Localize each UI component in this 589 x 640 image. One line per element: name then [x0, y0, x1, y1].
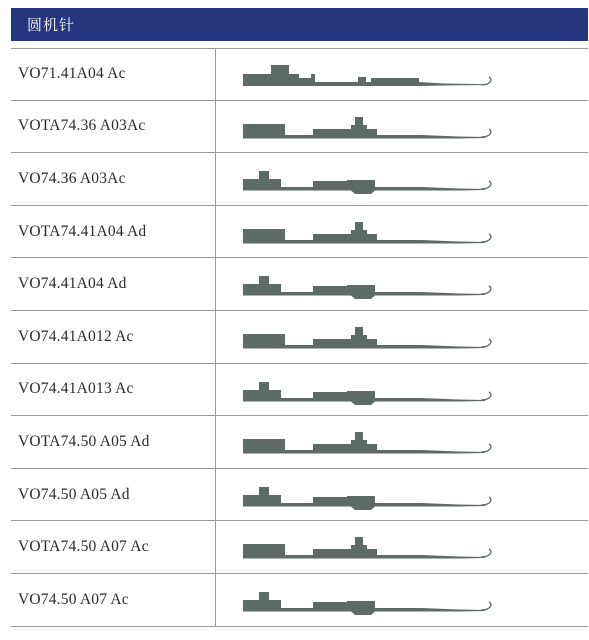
needle-code: VO74.50 A07 Ac	[18, 590, 129, 608]
column-divider	[215, 364, 216, 416]
needle-hook	[481, 602, 491, 610]
column-divider	[215, 101, 216, 153]
column-divider	[215, 258, 216, 310]
needle-silhouette	[243, 222, 485, 244]
needle-hook	[481, 77, 491, 85]
needle-profile-icon	[229, 57, 497, 93]
needle-silhouette	[243, 592, 485, 615]
table-row	[11, 48, 588, 101]
needle-profile-icon	[229, 372, 497, 408]
needle-profile-icon	[229, 109, 497, 145]
table-row	[11, 364, 588, 417]
needle-profile-icon	[229, 477, 497, 513]
needle-profile-icon	[229, 266, 497, 302]
column-divider	[215, 311, 216, 363]
needle-code: VO71.41A04 Ac	[18, 65, 126, 83]
needle-code: VOTA74.41A04 Ad	[18, 222, 147, 240]
needle-hook	[481, 286, 491, 294]
needle-silhouette	[243, 432, 485, 454]
column-divider	[215, 49, 216, 100]
needle-catalog-table	[11, 48, 588, 627]
needle-hook	[481, 549, 491, 557]
table-row	[11, 153, 588, 206]
needle-profile-icon	[229, 424, 497, 460]
needle-profile-icon	[229, 319, 497, 355]
needle-profile-icon	[229, 161, 497, 197]
column-divider	[215, 206, 216, 258]
needle-hook	[481, 497, 491, 505]
needle-code: VOTA74.36 A03Ac	[18, 117, 146, 135]
needle-code: VO74.36 A03Ac	[18, 169, 126, 187]
needle-silhouette	[243, 487, 485, 510]
needle-silhouette	[243, 537, 485, 559]
needle-profile-icon	[229, 529, 497, 565]
needle-hook	[481, 339, 491, 347]
table-row	[11, 101, 588, 154]
footer-note	[11, 630, 588, 640]
column-divider	[215, 521, 216, 573]
column-divider	[215, 153, 216, 205]
section-title: 圆机针	[27, 16, 76, 34]
needle-silhouette	[243, 117, 485, 139]
column-divider	[215, 574, 216, 626]
needle-silhouette	[243, 327, 485, 349]
needle-code: VO74.50 A05 Ad	[18, 485, 130, 503]
needle-profile-icon	[229, 582, 497, 618]
table-row	[11, 258, 588, 311]
needle-hook	[481, 181, 491, 189]
table-row	[11, 521, 588, 574]
needle-hook	[481, 234, 491, 242]
column-divider	[215, 416, 216, 468]
table-row	[11, 311, 588, 364]
needle-silhouette	[243, 382, 485, 405]
needle-profile-icon	[229, 214, 497, 250]
needle-silhouette	[243, 276, 485, 299]
needle-hook	[481, 444, 491, 452]
needle-code: VO74.41A013 Ac	[18, 380, 134, 398]
needle-silhouette	[243, 171, 485, 194]
table-row	[11, 574, 588, 627]
needle-code: VO74.41A04 Ad	[18, 275, 127, 293]
needle-hook	[481, 129, 491, 137]
table-row	[11, 416, 588, 469]
needle-code: VOTA74.50 A05 Ad	[18, 432, 150, 450]
section-header	[11, 8, 588, 41]
table-row	[11, 206, 588, 259]
needle-silhouette	[243, 65, 484, 86]
needle-code: VO74.41A012 Ac	[18, 327, 134, 345]
needle-hook	[481, 392, 491, 400]
table-row	[11, 469, 588, 522]
column-divider	[215, 469, 216, 521]
needle-code: VOTA74.50 A07 Ac	[18, 538, 149, 556]
